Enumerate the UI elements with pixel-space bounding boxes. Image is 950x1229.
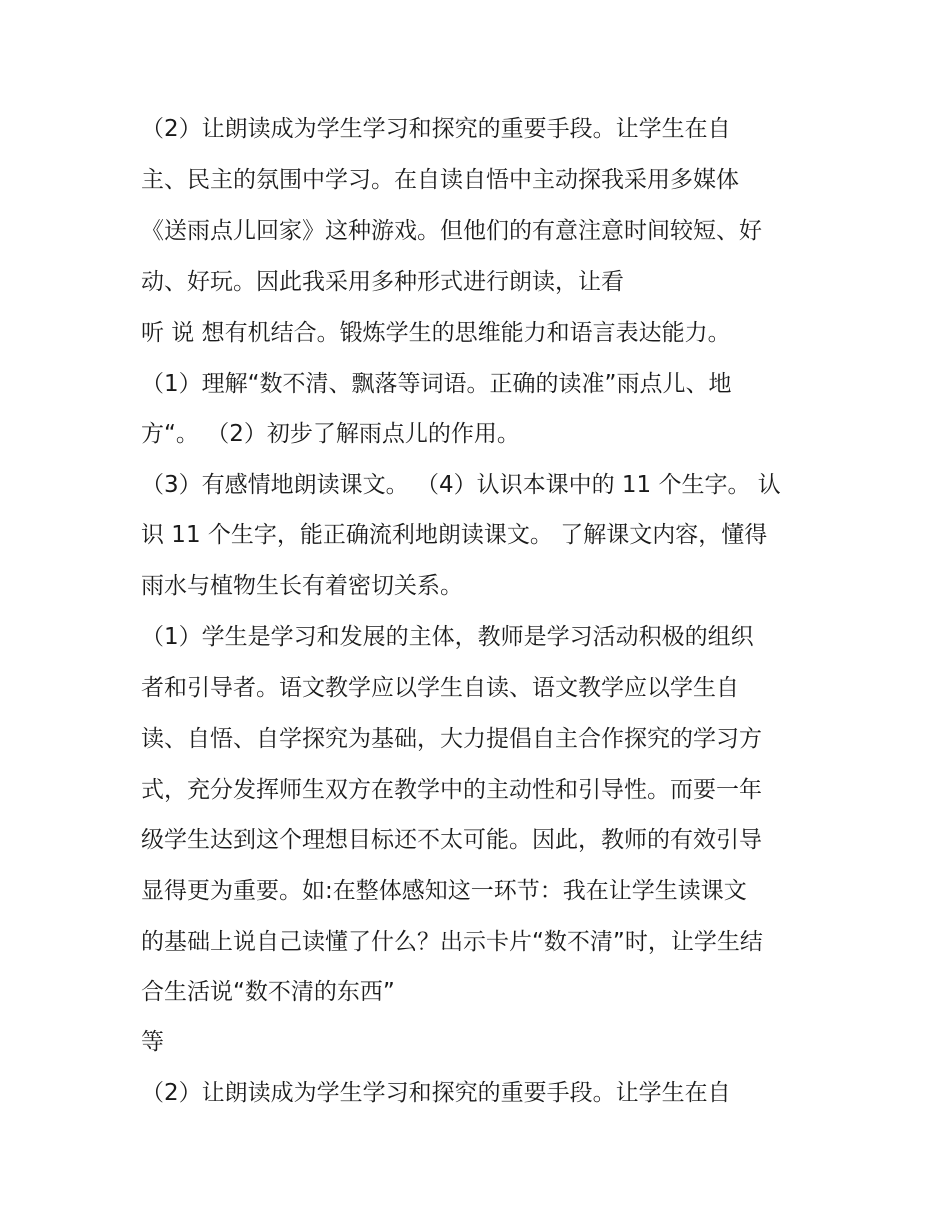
text-line: （3）有感情地朗读课文。 （4）认识本课中的 11 个生字。 认 (141, 472, 781, 498)
text-line: （2）让朗读成为学生学习和探究的重要手段。让学生在自 (141, 1080, 731, 1106)
text-line: 显得更为重要。如:在整体感知这一环节：我在让学生读课文 (141, 878, 747, 904)
text-line: 读、自悟、自学探究为基础，大力提倡自主合作探究的学习方 (141, 726, 762, 752)
text-line: 识 11 个生字，能正确流利地朗读课文。 了解课文内容，懂得 (141, 522, 768, 548)
text-line: 雨水与植物生长有着密切关系。 (141, 573, 463, 599)
text-line: （1）理解“数不清、飘落等词语。正确的读准”雨点儿、地 (141, 371, 732, 397)
text-line: （2）让朗读成为学生学习和探究的重要手段。让学生在自 (141, 116, 731, 142)
text-line: 听 说 想有机结合。锻炼学生的思维能力和语言表达能力。 (141, 320, 731, 346)
text-line: 者和引导者。语文教学应以学生自读、语文教学应以学生自 (141, 675, 739, 701)
text-line: 主、民主的氛围中学习。在自读自悟中主动探我采用多媒体 (141, 167, 739, 193)
text-line: 级学生达到这个理想目标还不太可能。因此，教师的有效引导 (141, 827, 762, 853)
text-line: 《送雨点儿回家》这种游戏。但他们的有意注意时间较短、好 (141, 218, 762, 244)
text-line: 式，充分发挥师生双方在教学中的主动性和引导性。而要一年 (141, 777, 762, 803)
text-line: 合生活说“数不清的东西” (141, 979, 395, 1005)
text-line: 动、好玩。因此我采用多种形式进行朗读，让看 (141, 269, 624, 295)
text-line: 的基础上说自己读懂了什么？出示卡片“数不清”时，让学生结 (141, 929, 763, 955)
text-line: 方“。 （2）初步了解雨点儿的作用。 (141, 421, 520, 447)
text-line: （1）学生是学习和发展的主体，教师是学习活动积极的组织 (141, 624, 754, 650)
text-line: 等 (141, 1029, 164, 1055)
